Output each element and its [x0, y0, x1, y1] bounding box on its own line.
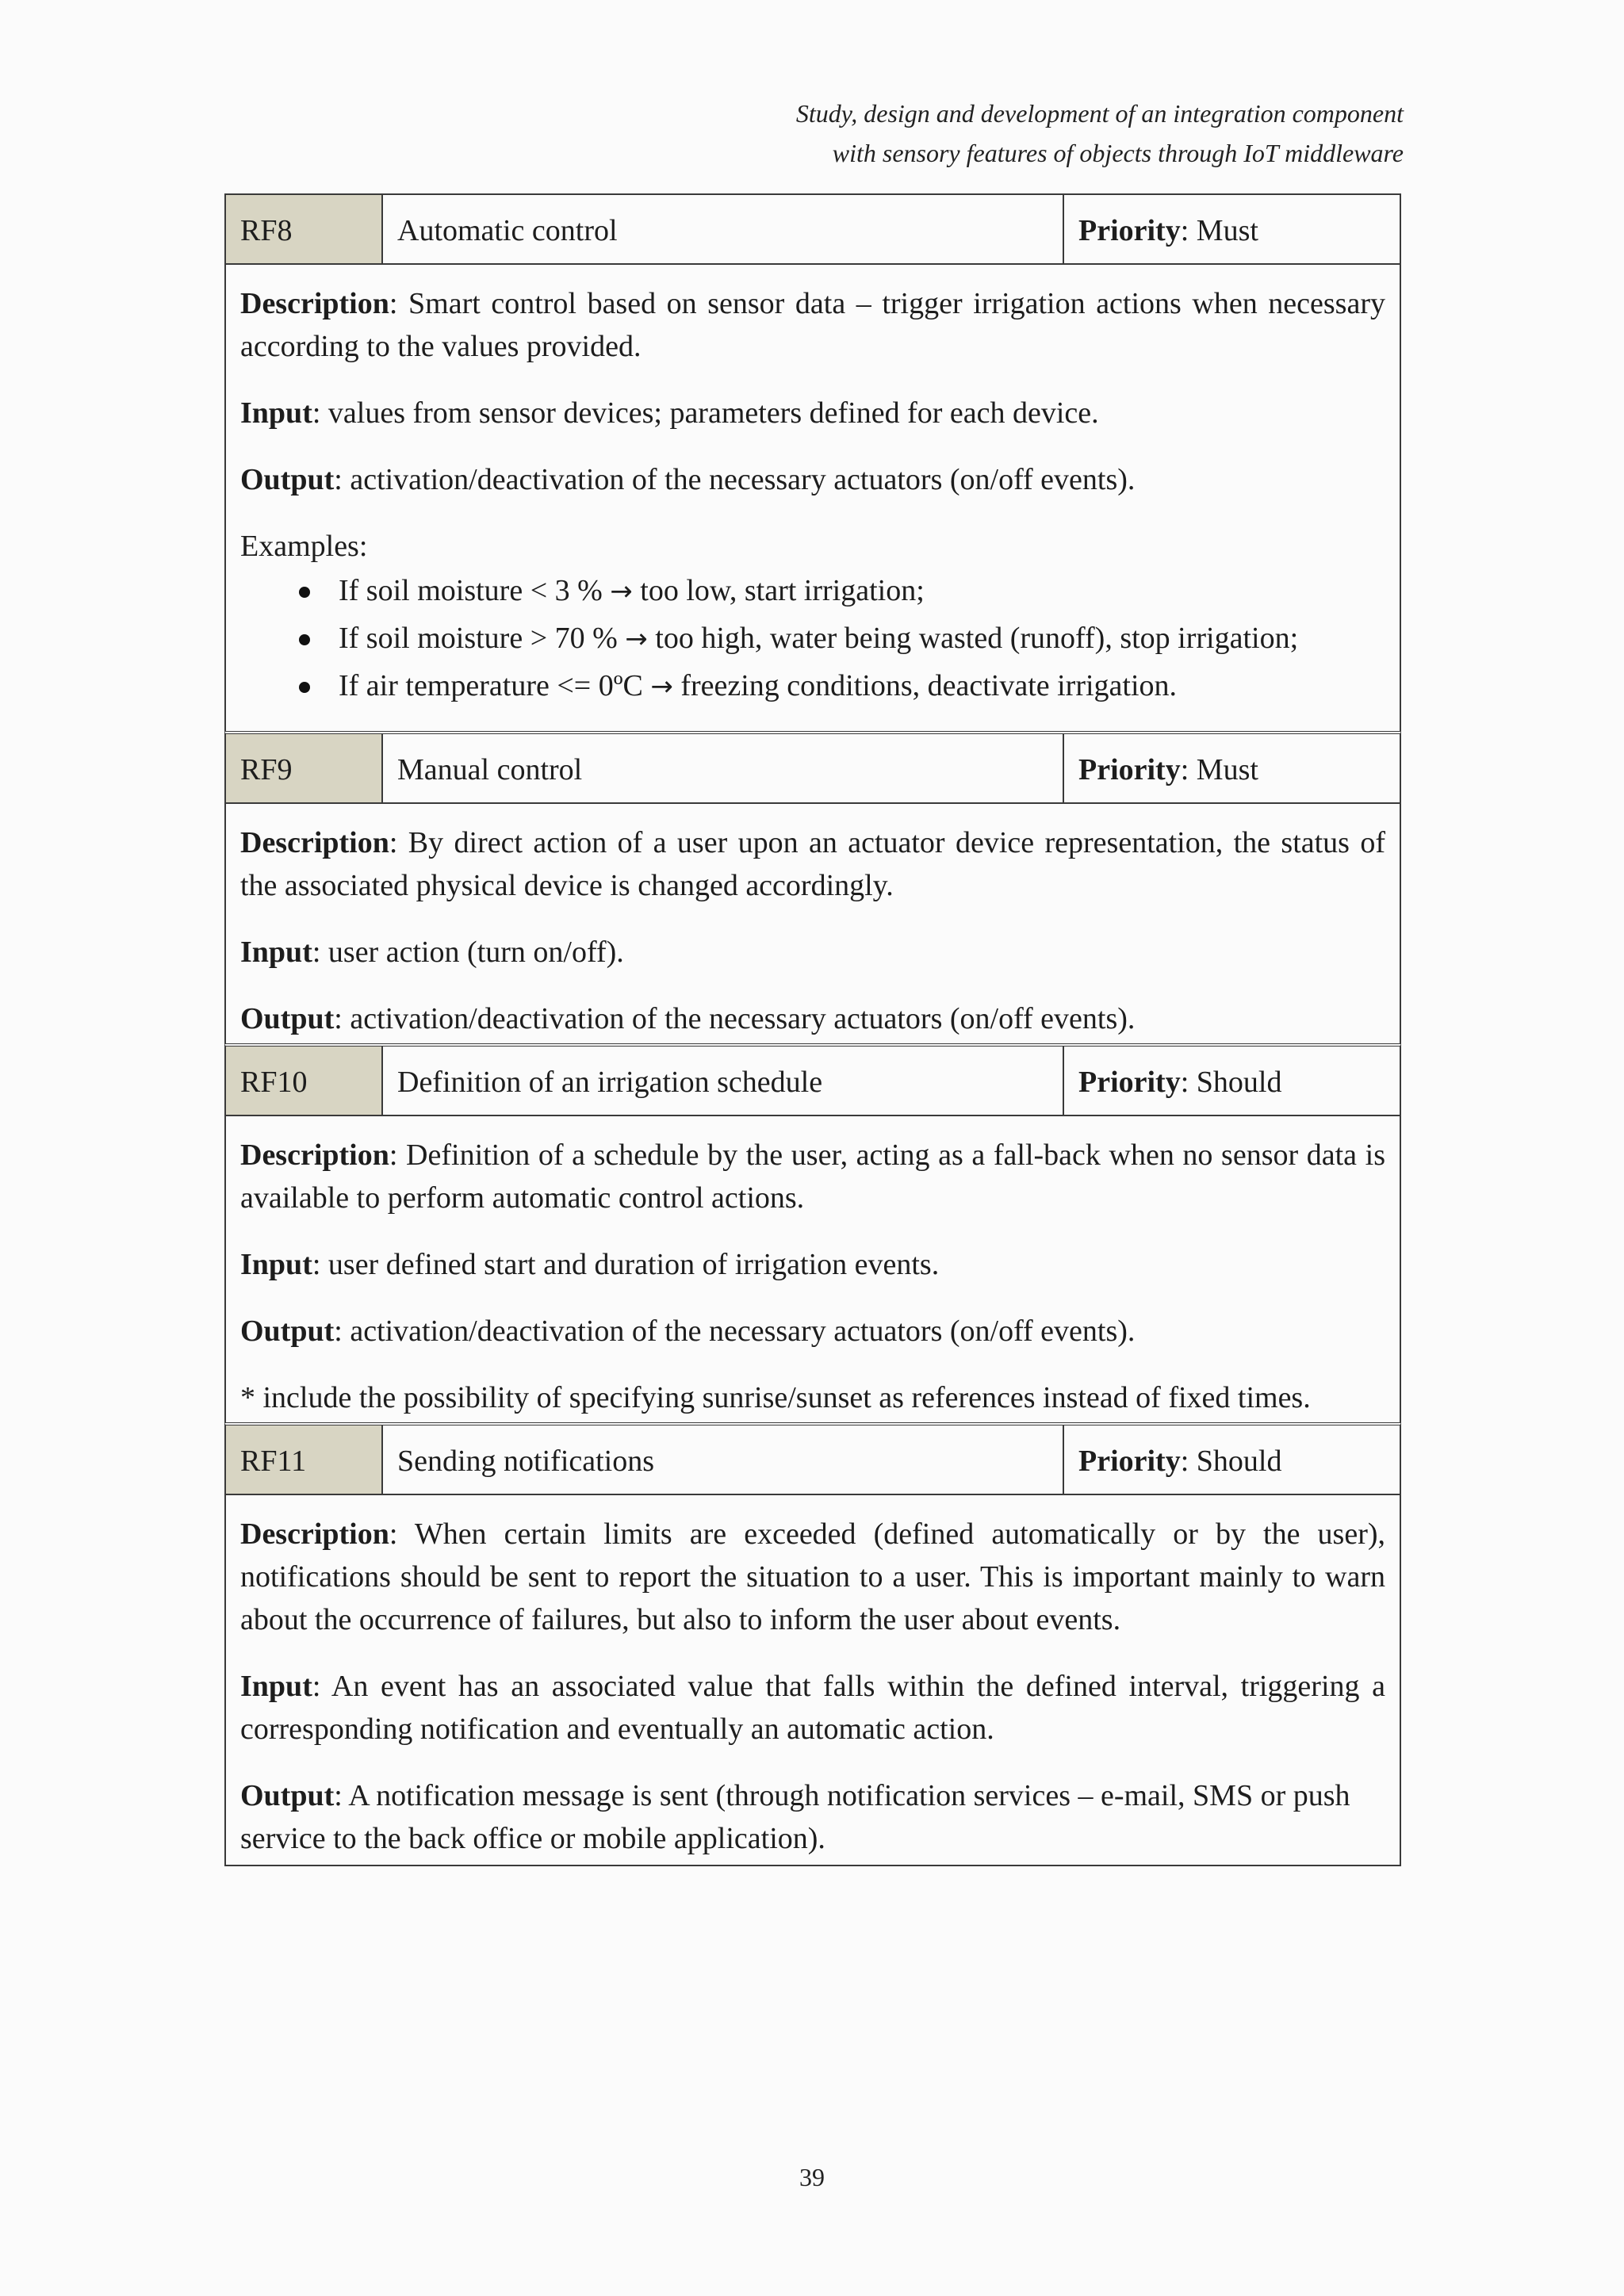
output-label: Output: [240, 463, 335, 496]
requirement-rf10: [224, 1043, 1401, 1422]
requirement-priority: [1064, 734, 1400, 802]
running-header: [796, 94, 1404, 173]
output-paragraph: [240, 1774, 1385, 1860]
description-paragraph: [240, 821, 1385, 907]
requirement-id: RF11: [226, 1425, 383, 1494]
requirement-header: [226, 195, 1400, 265]
output-text: : A notification message is sent (through notification services – e-mail, SMS or push service to the back office or mobile application).: [240, 1779, 1350, 1855]
page-number: 39: [799, 2163, 825, 2191]
priority-label: Priority: [1078, 1066, 1181, 1099]
example-result: too low, start irrigation;: [632, 574, 925, 607]
output-label: Output: [240, 1314, 335, 1348]
requirements-table: [224, 193, 1401, 1866]
description-text: : Smart control based on sensor data – trigger irrigation actions when necessary according to the values provided.: [240, 287, 1385, 363]
example-condition: If soil moisture > 70 %: [339, 622, 626, 655]
header-line-1: Study, design and development of an integration component: [795, 99, 1404, 128]
requirement-header: [226, 734, 1400, 804]
output-label: Output: [240, 1779, 335, 1812]
example-item: [291, 663, 1385, 710]
description-text: : When certain limits are exceeded (defined automatically or by the user), notifications should be sent to report the situation to a user. This is important mainly to warn about the occurrence of failures, but also to inform the user about events.: [240, 1517, 1385, 1636]
description-label: Description: [240, 287, 389, 320]
priority-label: Priority: [1078, 753, 1181, 786]
input-paragraph: [240, 392, 1385, 434]
requirement-rf11: [224, 1422, 1401, 1866]
priority-value: : Should: [1180, 1066, 1282, 1099]
description-label: Description: [240, 1138, 389, 1172]
description-label: Description: [240, 826, 389, 859]
input-label: Input: [240, 1248, 312, 1281]
requirement-rf8: [224, 193, 1401, 731]
header-line-2: with sensory features of objects through IoT middleware: [832, 139, 1404, 167]
input-label: Input: [240, 396, 312, 430]
input-text: : user action (turn on/off).: [312, 936, 624, 969]
priority-value: : Must: [1180, 214, 1258, 247]
input-paragraph: [240, 931, 1385, 974]
input-label: Input: [240, 936, 312, 969]
input-text: : values from sensor devices; parameters defined for each device.: [312, 396, 1099, 430]
example-result: too high, water being wasted (runoff), stop irrigation;: [647, 622, 1299, 655]
description-text: : By direct action of a user upon an actuator device representation, the status of the associated physical device is changed accordingly.: [240, 826, 1385, 902]
examples-list: [240, 568, 1385, 710]
requirement-body: [226, 265, 1400, 731]
examples-block: [240, 525, 1385, 710]
description-label: Description: [240, 1517, 389, 1551]
requirement-id: RF8: [226, 195, 383, 263]
example-condition: If soil moisture < 3 %: [339, 574, 611, 607]
output-label: Output: [240, 1002, 335, 1035]
priority-label: Priority: [1078, 1445, 1181, 1478]
requirement-title: Sending notifications: [383, 1425, 1064, 1494]
requirement-rf9: [224, 731, 1401, 1043]
requirement-priority: [1064, 195, 1400, 263]
arrow-right-icon: →: [610, 576, 633, 607]
requirement-body: [226, 1116, 1400, 1422]
requirement-title: Definition of an irrigation schedule: [383, 1047, 1064, 1115]
priority-value: : Should: [1180, 1445, 1282, 1478]
example-item: [291, 615, 1385, 663]
input-paragraph: [240, 1665, 1385, 1751]
priority-value: : Must: [1180, 753, 1258, 786]
output-text: : activation/deactivation of the necessary actuators (on/off events).: [334, 1314, 1136, 1348]
description-paragraph: [240, 1134, 1385, 1219]
requirement-header: [226, 1425, 1400, 1495]
arrow-right-icon: →: [625, 623, 648, 655]
priority-label: Priority: [1078, 214, 1181, 247]
examples-label: Examples:: [240, 530, 368, 563]
requirement-header: [226, 1047, 1400, 1116]
input-label: Input: [240, 1670, 312, 1703]
requirement-id: RF9: [226, 734, 383, 802]
requirement-title: Manual control: [383, 734, 1064, 802]
output-paragraph: [240, 458, 1385, 501]
note-paragraph: * include the possibility of specifying sunrise/sunset as references instead of fixed times.: [240, 1381, 1311, 1414]
output-paragraph: [240, 1310, 1385, 1353]
example-result: freezing conditions, deactivate irrigation.: [672, 669, 1178, 702]
example-condition: If air temperature <= 0ºC: [339, 669, 651, 702]
requirement-priority: [1064, 1047, 1400, 1115]
input-text: : user defined start and duration of irrigation events.: [312, 1248, 940, 1281]
description-paragraph: [240, 1513, 1385, 1641]
output-text: : activation/deactivation of the necessary actuators (on/off events).: [334, 463, 1136, 496]
requirement-title: Automatic control: [383, 195, 1064, 263]
description-text: : Definition of a schedule by the user, acting as a fall-back when no sensor data is available to perform automatic control actions.: [240, 1138, 1385, 1215]
requirement-body: [226, 804, 1400, 1043]
arrow-right-icon: →: [650, 671, 673, 702]
output-text: : activation/deactivation of the necessary actuators (on/off events).: [334, 1002, 1136, 1035]
requirement-body: [226, 1495, 1400, 1865]
input-paragraph: [240, 1243, 1385, 1286]
input-text: : An event has an associated value that falls within the defined interval, triggering a corresponding notification and eventually an automatic action.: [240, 1670, 1385, 1746]
requirement-id: RF10: [226, 1047, 383, 1115]
example-item: [291, 568, 1385, 615]
output-paragraph: [240, 997, 1385, 1040]
requirement-priority: [1064, 1425, 1400, 1494]
description-paragraph: [240, 282, 1385, 368]
